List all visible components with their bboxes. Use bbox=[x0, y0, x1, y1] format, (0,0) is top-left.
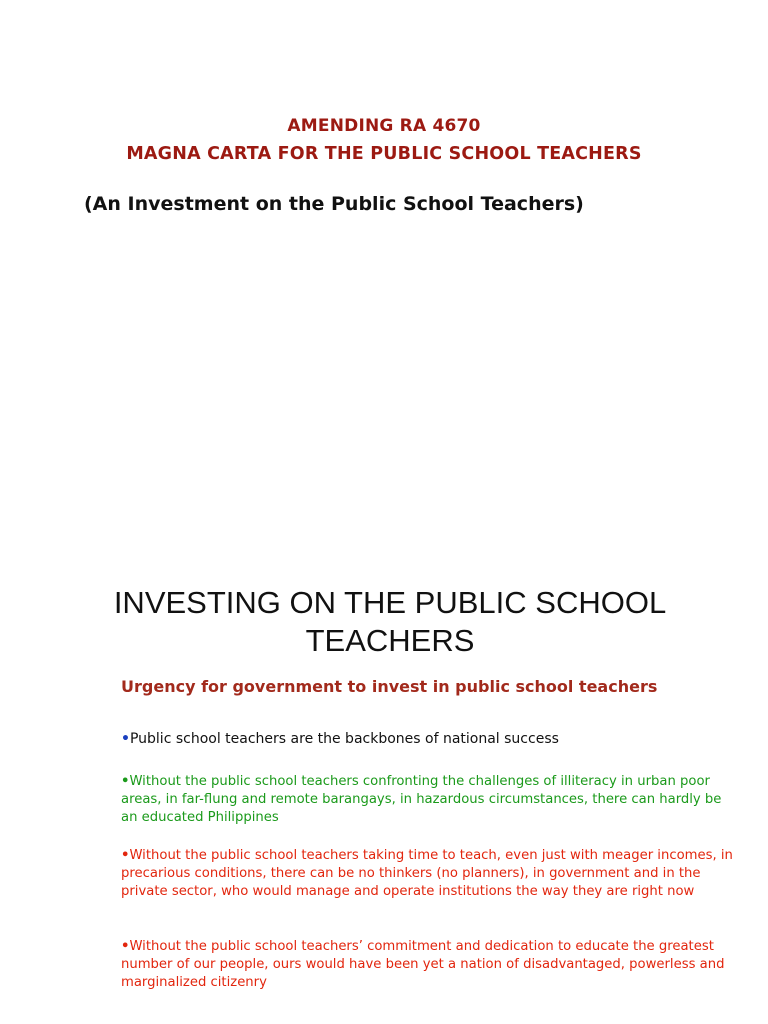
slide-subtitle: (An Investment on the Public School Teachers) bbox=[84, 193, 584, 215]
section-heading-line2: TEACHERS bbox=[305, 623, 475, 658]
bullet-marker: • bbox=[121, 848, 130, 863]
bullet-text: Without the public school teachers’ commitment and dedication to educate the greatest number of our people, ours would have been yet a nation of disadvantaged, powerless and marginalized citizenry bbox=[121, 939, 725, 990]
bullet-marker: • bbox=[121, 939, 130, 954]
bullet-item-1 bbox=[121, 730, 741, 748]
section-heading bbox=[60, 584, 720, 660]
bullet-item-3 bbox=[121, 847, 741, 901]
urgency-subheading: Urgency for government to invest in public school teachers bbox=[121, 677, 658, 696]
section-heading-line1: INVESTING ON THE PUBLIC SCHOOL bbox=[113, 585, 667, 620]
bullet-item-4 bbox=[121, 938, 741, 992]
slide-title-line2: MAGNA CARTA FOR THE PUBLIC SCHOOL TEACHERS bbox=[126, 144, 642, 164]
slide-title-line1: AMENDING RA 4670 bbox=[287, 116, 481, 136]
bullet-marker: • bbox=[121, 731, 130, 747]
bullet-text: Public school teachers are the backbones of national success bbox=[129, 731, 559, 747]
bullet-text: Without the public school teachers confronting the challenges of illiteracy in urban poor areas, in far-flung and remote barangays, in hazardous circumstances, there can hardly be an educated Philippines bbox=[121, 774, 722, 825]
bullet-text: Without the public school teachers taking time to teach, even just with meager incomes, in precarious conditions, there can be no thinkers (no planners), in government and in the private sector, who would manage and operate institutions the way they are right now bbox=[121, 848, 733, 899]
bullet-marker: • bbox=[121, 774, 130, 789]
bullet-item-2 bbox=[121, 773, 741, 827]
